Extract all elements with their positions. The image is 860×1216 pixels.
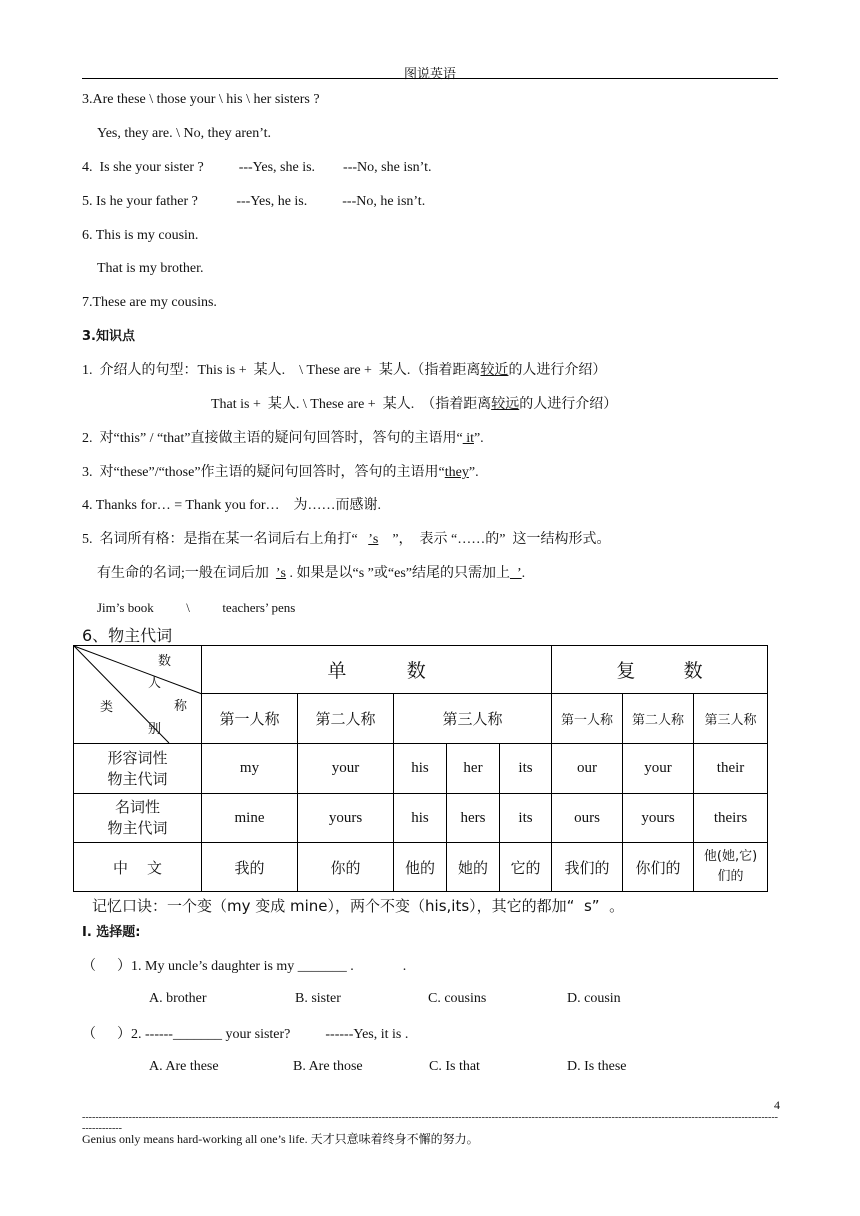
table-cell: your (298, 744, 394, 794)
plural-second-person: 第二人称 (623, 694, 694, 744)
knowledge-point-4: 4. Thanks for… = Thank you for… 为……而感谢. (82, 498, 382, 513)
table-cell: its (500, 794, 552, 843)
table-cell: 我们的 (552, 843, 623, 892)
question-2-stem: （ ）2. ------_______ your sister? ------Yes, it is . (82, 1027, 409, 1042)
knowledge-point-1b: That is + 某人. \ These are + 某人. （指着距离较远的人进行介绍） (211, 397, 618, 412)
table-cell: her (447, 744, 500, 794)
page-number: 4 (774, 1098, 780, 1112)
table-row (74, 794, 768, 843)
knowledge-point-5c: Jim’s book \ teachers’ pens (97, 600, 296, 615)
table-cell: 我的 (202, 843, 298, 892)
singular-first-person: 第一人称 (202, 694, 298, 744)
dialog-line-3-answer: Yes, they are. \ No, they aren’t. (97, 126, 272, 141)
table-cell: your (623, 744, 694, 794)
footer-divider: ----------------------------------------------------------------------------------------------------------------------------------------------------------------------------------------------------------------------------- (82, 1112, 778, 1134)
table-cell: hers (447, 794, 500, 843)
question-2-option-b[interactable]: B. Are those (293, 1059, 363, 1074)
question-1-option-b[interactable]: B. sister (295, 991, 341, 1006)
row-label-noun: 名词性 物主代词 (74, 794, 202, 843)
question-1-option-a[interactable]: A. brother (149, 991, 207, 1006)
question-2-option-a[interactable]: A. Are these (149, 1059, 219, 1074)
corner-label-mid: 人 (148, 676, 162, 691)
corner-label-left: 类 (100, 700, 114, 715)
singular-second-person: 第二人称 (298, 694, 394, 744)
table-cell: our (552, 744, 623, 794)
dialog-line-7: 7.These are my cousins. (82, 295, 217, 310)
corner-label-top: 数 (158, 654, 172, 669)
table-cell: 她的 (447, 843, 500, 892)
dialog-line-6-b: That is my brother. (97, 261, 204, 276)
header-rule (82, 78, 778, 79)
table-cell: its (500, 744, 552, 794)
table-cell: 他的 (394, 843, 447, 892)
table-corner-cell (74, 646, 202, 744)
header-title: 图说英语 (403, 66, 456, 81)
plural-header: 复 数 (552, 646, 768, 694)
question-1-option-d[interactable]: D. cousin (567, 991, 621, 1006)
question-1-stem: （ ）1. My uncle’s daughter is my _______ . . (82, 959, 407, 974)
knowledge-point-5b: 有生命的名词;一般在词后加 ’s . 如果是以“s ”或“es”结尾的只需加上 ’. (97, 566, 526, 581)
knowledge-heading: 3.知识点 (82, 329, 135, 344)
plural-first-person: 第一人称 (552, 694, 623, 744)
knowledge-point-1a: 1. 介绍人的句型：This is + 某人. \ These are + 某人.（指着距离较近的人进行介绍） (82, 363, 607, 378)
table-cell: his (394, 744, 447, 794)
table-cell: ours (552, 794, 623, 843)
corner-label-right: 称 (174, 699, 188, 714)
table-cell: his (394, 794, 447, 843)
dialog-line-4: 4. Is she your sister ? ---Yes, she is. ---No, she isn’t. (82, 160, 432, 175)
table-cell: 你的 (298, 843, 394, 892)
table-cell: 他(她,它) 们的 (694, 843, 768, 892)
exercise-heading: I. 选择题: (82, 925, 141, 940)
table-cell: yours (298, 794, 394, 843)
pronoun-section-title: 6、物主代词 (82, 626, 173, 645)
row-label-adjective: 形容词性 物主代词 (74, 744, 202, 794)
table-cell: 它的 (500, 843, 552, 892)
footer-quote: Genius only means hard-working all one’s life. 天才只意味着终身不懈的努力。 (82, 1132, 479, 1146)
possessive-pronoun-table (73, 645, 768, 892)
dialog-line-5: 5. Is he your father ? ---Yes, he is. ---No, he isn’t. (82, 194, 426, 209)
knowledge-point-3: 3. 对“these”/“those”作主语的疑问句回答时，答句的主语用“they”. (82, 465, 479, 480)
table-cell: my (202, 744, 298, 794)
singular-third-person: 第三人称 (394, 694, 552, 744)
row-label-chinese: 中 文 (74, 843, 202, 892)
dialog-line-3: 3.Are these \ those your \ his \ her sisters ? (82, 92, 320, 107)
table-cell: theirs (694, 794, 768, 843)
corner-label-bottom: 别 (148, 722, 162, 737)
table-row (74, 744, 768, 794)
table-cell: 你们的 (623, 843, 694, 892)
knowledge-point-2: 2. 对“this” / “that”直接做主语的疑问句回答时，答句的主语用“ it”. (82, 431, 484, 446)
singular-header: 单 数 (202, 646, 552, 694)
question-2-option-d[interactable]: D. Is these (567, 1059, 627, 1074)
table-row (74, 843, 768, 892)
table-cell: yours (623, 794, 694, 843)
question-2-option-c[interactable]: C. Is that (429, 1059, 480, 1074)
question-1-option-c[interactable]: C. cousins (428, 991, 487, 1006)
dialog-line-6: 6. This is my cousin. (82, 228, 199, 243)
knowledge-point-5: 5. 名词所有格：是指在某一名词后右上角打“ ’s ”， 表示 “……的” 这一结构形式。 (82, 532, 611, 547)
table-cell: mine (202, 794, 298, 843)
mnemonic-text: 记忆口诀：一个变（my 变成 mine），两个不变（his,its），其它的都加“ s” 。 (92, 897, 625, 915)
plural-third-person: 第三人称 (694, 694, 768, 744)
table-cell: their (694, 744, 768, 794)
